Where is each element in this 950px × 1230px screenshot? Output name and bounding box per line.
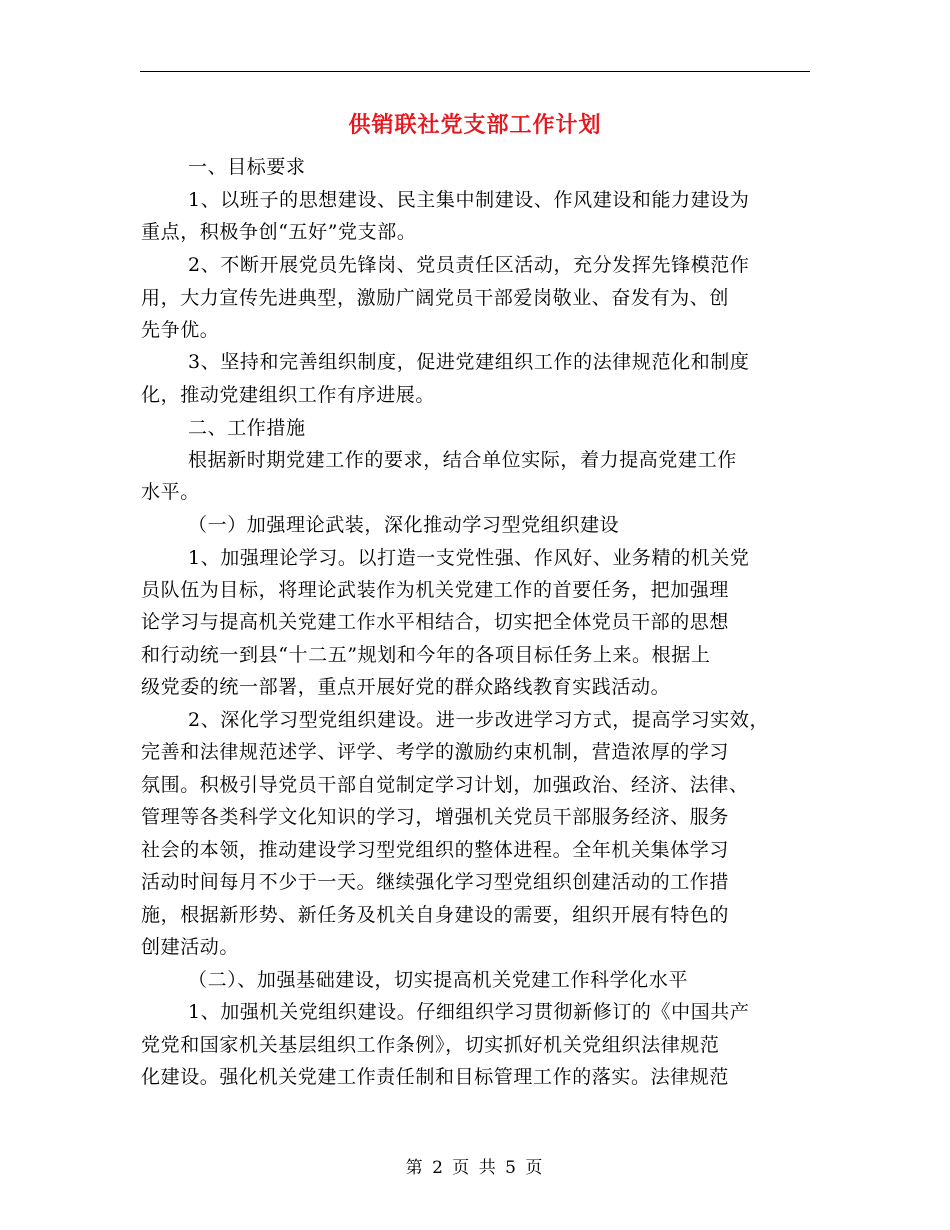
page-number-footer: 第 2 页 共 5 页: [405, 1158, 545, 1178]
paragraph-line: 2、深化学习型党组织建设。进一步改进学习方式，提高学习实效，: [188, 709, 770, 731]
paragraph-line: 施，根据新形势、新任务及机关自身建设的需要，组织开展有特色的: [141, 904, 730, 926]
paragraph-line: 完善和法律规范述学、评学、考学的激励约束机制，营造浓厚的学习: [141, 741, 730, 763]
subheading-line: （二）、加强基础建设，切实提高机关党建工作科学化水平: [188, 969, 689, 991]
paragraph-line: 1、以班子的思想建设、民主集中制建设、作风建设和能力建设为: [188, 189, 750, 211]
paragraph-line: 重点，积极争创“五好”党支部。: [141, 221, 417, 243]
header-rule: [140, 71, 810, 72]
paragraph-line: 化建设。强化机关党建工作责任制和目标管理工作的落实。法律规范: [141, 1066, 730, 1088]
heading-line: 一、目标要求: [188, 156, 306, 178]
paragraph-line: 用，大力宣传先进典型，激励广阔党员干部爱岗敬业、奋发有为、创: [141, 287, 730, 309]
paragraph-line: 管理等各类科学文化知识的学习，增强机关党员干部服务经济、服务: [141, 806, 730, 828]
paragraph-line: 活动时间每月不少于一天。继续强化学习型党组织创建活动的工作措: [141, 871, 730, 893]
paragraph-line: 社会的本领，推动建设学习型党组织的整体进程。全年机关集体学习: [141, 839, 730, 861]
paragraph-line: 化，推动党建组织工作有序进展。: [141, 384, 436, 406]
paragraph-line: 级党委的统一部署，重点开展好党的群众路线教育实践活动。: [141, 676, 671, 698]
paragraph-line: 先争优。: [141, 319, 220, 341]
paragraph-line: 3、坚持和完善组织制度，促进党建组织工作的法律规范化和制度: [188, 351, 750, 373]
paragraph-line: 创建活动。: [141, 936, 240, 958]
paragraph-line: 2、不断开展党员先锋岗、党员责任区活动，充分发挥先锋模范作: [188, 254, 750, 276]
paragraph-line: 和行动统一到县“十二五”规划和今年的各项目标任务上来。根据上: [141, 644, 711, 666]
paragraph-line: 员队伍为目标，将理论武装作为机关党建工作的首要任务，把加强理: [141, 579, 730, 601]
document-title: 供销联社党支部工作计划: [348, 113, 602, 138]
paragraph-line: 根据新时期党建工作的要求，结合单位实际，着力提高党建工作: [188, 449, 737, 471]
paragraph-line: 水平。: [141, 481, 200, 503]
paragraph-line: 论学习与提高机关党建工作水平相结合，切实把全体党员干部的思想: [141, 611, 730, 633]
heading-line: 二、工作措施: [188, 417, 306, 439]
paragraph-line: 氛围。积极引导党员干部自觉制定学习计划，加强政治、经济、法律、: [141, 774, 749, 796]
paragraph-line: 1、加强机关党组织建设。仔细组织学习贯彻新修订的《中国共产: [188, 1001, 750, 1023]
paragraph-line: 党党和国家机关基层组织工作条例》，切实抓好机关党组织法律规范: [141, 1034, 720, 1056]
paragraph-line: 1、加强理论学习。以打造一支党性强、作风好、业务精的机关党: [188, 547, 750, 569]
subheading-line: （一）加强理论武装，深化推动学习型党组织建设: [188, 514, 620, 536]
